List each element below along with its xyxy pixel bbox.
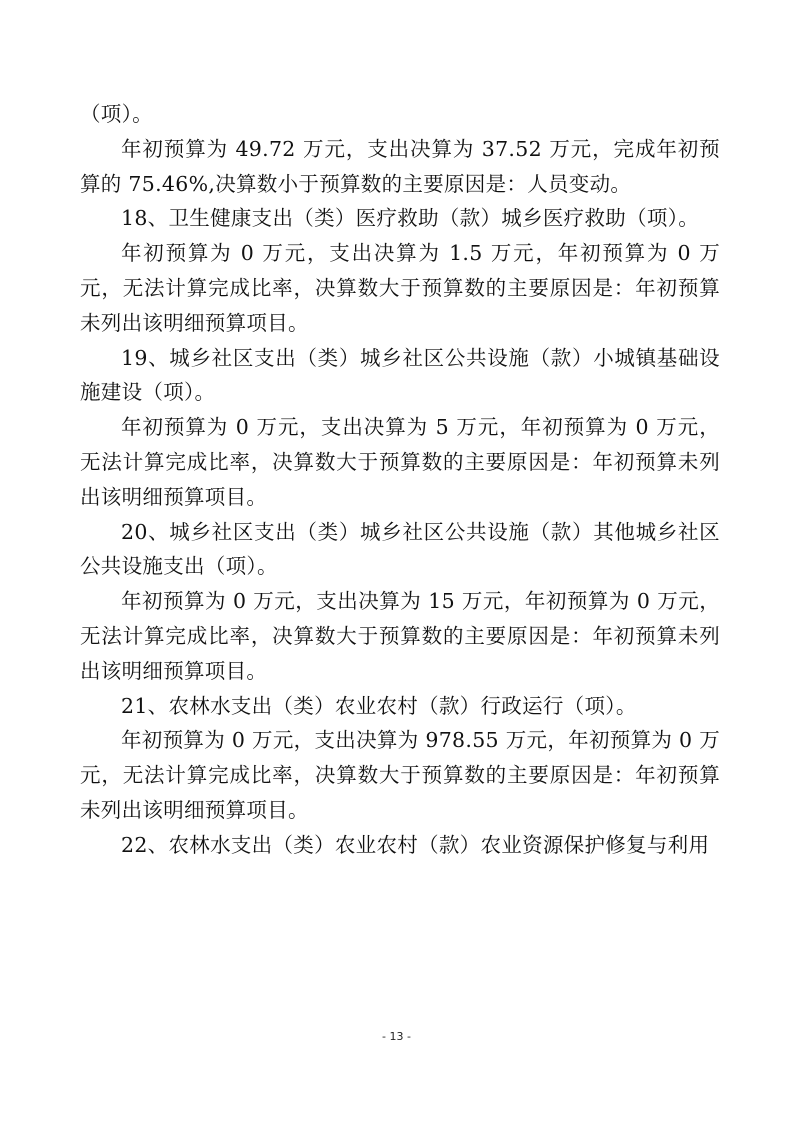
page-number: - 13 - [382,1030,411,1043]
paragraph: 年初预算为 0 万元，支出决算为 5 万元，年初预算为 0 万元，无法计算完成比率，决算数大于预算数的主要原因是：年初预算未列出该明细预算项目。 [80,415,720,509]
paragraph: 年初预算为 49.72 万元，支出决算为 37.52 万元，完成年初预算的 75.46%,决算数小于预算数的主要原因是：人员变动。 [80,136,720,196]
paragraph: 年初预算为 0 万元，支出决算为 1.5 万元，年初预算为 0 万元，无法计算完成比率，决算数大于预算数的主要原因是：年初预算未列出该明细预算项目。 [80,241,720,335]
section-heading: 20、城乡社区支出（类）城乡社区公共设施（款）其他城乡社区公共设施支出（项）。 [80,519,720,579]
section-heading: 18、卫生健康支出（类）医疗救助（款）城乡医疗救助（项）。 [121,206,700,231]
section-heading: 22、农林水支出（类）农业农村（款）农业资源保护修复与利用 [121,832,710,857]
section-heading: 19、城乡社区支出（类）城乡社区公共设施（款）小城镇基础设施建设（项）。 [80,345,720,405]
paragraph: （项）。 [80,102,153,126]
paragraph: 年初预算为 0 万元，支出决算为 978.55 万元，年初预算为 0 万元，无法计算完成比率，决算数大于预算数的主要原因是：年初预算未列出该明细预算项目。 [80,728,720,822]
paragraph: 年初预算为 0 万元，支出决算为 15 万元，年初预算为 0 万元，无法计算完成比率，决算数大于预算数的主要原因是：年初预算未列出该明细预算项目。 [80,589,720,683]
section-heading: 21、农林水支出（类）农业农村（款）行政运行（项）。 [121,693,637,718]
body-text [80,97,720,863]
